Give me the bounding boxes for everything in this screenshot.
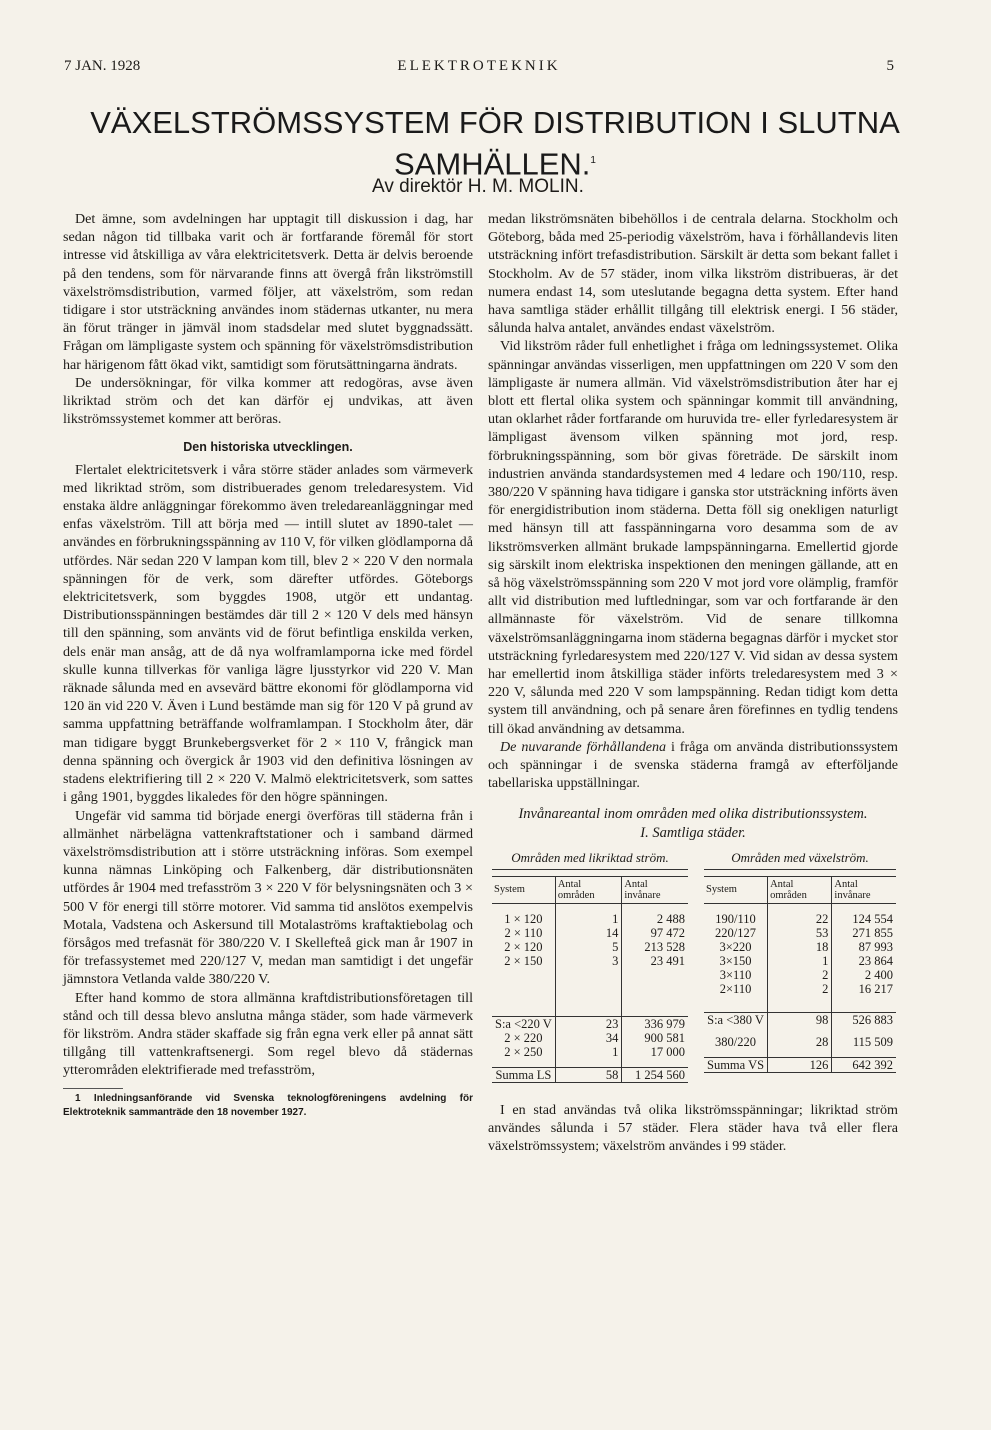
table-cell: S:a <380 V bbox=[704, 1012, 768, 1027]
table-cell: 23 491 bbox=[622, 954, 688, 968]
table-cell: 336 979 bbox=[622, 1016, 688, 1031]
table-row bbox=[704, 982, 896, 996]
table-cell: 2 × 220 bbox=[504, 1030, 543, 1045]
column-header: Antal områden bbox=[768, 876, 832, 903]
table-cell: 87 993 bbox=[832, 940, 896, 954]
table-cell: 14 bbox=[555, 926, 622, 940]
table-cell: 2 488 bbox=[622, 912, 688, 926]
footnote-rule bbox=[63, 1088, 123, 1089]
paragraph: Det ämne, som avdelningen har upptagit till diskussion i dag, har sedan någon tid tillbaka varit och är fortfarande föremål för stort intresse vid åtskilliga av våra elektricitetsverk. Detta är delvis beroende på den tendens, som för närvarande finns att övergå från likströmstill växelströmsdistribution, varmed följer, att växelström, som redan tidigare i stor utsträckning användes inom städernas utkanter, nu mera än förut tränger in jämväl inom stadsdelar med slutet byggnadssätt. Frågan om lämpligaste system och spänning för växelströmsdistribution har härigenom fått ökad vikt, samtidigt som förutsättningarna ändrats. bbox=[63, 211, 473, 373]
table-cell: 1 bbox=[555, 912, 622, 926]
ac-table-heading: Områden med växelström. bbox=[704, 849, 896, 870]
title-footnote-marker: 1 bbox=[590, 155, 596, 166]
journal-name: ELEKTROTEKNIK bbox=[397, 58, 561, 74]
dc-table-block bbox=[492, 849, 688, 1083]
paragraph: Efter hand kommo de stora allmänna kraftdistributionsföretagen till stånd och till dessa blevo anslutna många städer, som hade värmeverk för likström. Andra städer skaffade sig från egna verk eller på annat sätt tillgång till vattenkraftsenergi. Som regel blevo då städernas ytterområden elektrifierade med trefasström, bbox=[63, 989, 473, 1079]
table-row bbox=[704, 1035, 896, 1049]
table-cell: 126 bbox=[768, 1057, 832, 1072]
article-title-text: VÄXELSTRÖMSSYSTEM FÖR DISTRIBUTION I SLUTNA SAMHÄLLEN. bbox=[90, 105, 900, 182]
table-cell: 22 bbox=[768, 912, 832, 926]
table-cell: 526 883 bbox=[832, 1012, 896, 1027]
table-cell: Summa LS bbox=[492, 1067, 555, 1082]
paragraph: Flertalet elektricitetsverk i våra större städer anlades som värmeverk med likriktad ström, som distribuerades genom treledaresystem. Vid enstaka äldre anläggningar förekommo även treledareanläggningar med enfas växelström. Till att börja med — intill slutet av 1890-talet — användes en förbrukningsspänning av 110 V, för vilken glödlamporna då utfördes. När sedan 220 V lampan kom till, blev 2 × 220 V den normala spänningen för de verk, som därefter utfördes. Göteborgs elektricitetsverk, som byggdes 1908, utgör ett undantag. Distributionsspänningen bestämdes där till 2 × 120 V dels med hänsyn till den spänning, som använts vid de förut befintliga enskilda verken, dels enär man ansåg, att de då nya wolframlamporna icke med fördel skulle kunna tillverkas för vanliga lägre ljusstyrkor vid 220 V. Man räknade sålunda med en avsevärd bättre ekonomi för glödlamporna vid 120 än vid 220 V. Även i Lund bestämde man sig för 120 V på grund av samma uppfattning beträffande wolframlampan. I Stockholm åter, där man tidigare byggt Brunkebergsverket för 2 × 110 V, frångick man denna spänning och övergick år 1903 vid den definitiva lösningen av stadens elektrifiering till 2 × 220 V. Malmö elektricitetsverk, som sattes i gång 1901, byggdes likaledes för den högre spänningen. bbox=[63, 461, 473, 806]
table-cell: 1 bbox=[768, 954, 832, 968]
tables-area bbox=[488, 849, 898, 1101]
table-row bbox=[492, 1031, 688, 1045]
footnote: 1 Inledningsanförande vid Svenska teknologföreningens avdelning för Elektroteknik sammanträde den 18 november 1927. bbox=[63, 1092, 473, 1118]
table-total-row bbox=[492, 1067, 688, 1082]
table-cell: 124 554 bbox=[832, 912, 896, 926]
table-cell: 5 bbox=[555, 940, 622, 954]
table-cell: 23 bbox=[555, 1016, 622, 1031]
left-column bbox=[63, 210, 473, 1120]
table-cell: 900 581 bbox=[622, 1031, 688, 1045]
column-header: System bbox=[492, 876, 555, 903]
table-cell: 17 000 bbox=[622, 1045, 688, 1059]
paragraph: Vid likström råder full enhetlighet i fråga om ledningssystemet. Olika spänningar användas visserligen, men uppfattningen om 220 V som den lämpligaste är numera allmän. Vid växelströmsdistribution åter har ej blott ett flertal olika system och spänningar kommit till användning, utan oklarhet råder fortfarande om huruvida tre- eller fyrledaresystem är lämpligast ävensom vilken spänning mot jord, resp. förbrukningsspänning, som bör givas företräde. De särskilt inom industrien använda standardsystemen med 4 ledare och 190/110, resp. 380/220 V spänning hava tidigare i ganska stor utsträckning införts även för energidistribution inom städerna. Detta föll sig onekligen naturligt med hänsyn till att fasspänningarna voro desamma som de av likströmsverken allmänt brukade lampspänningarna. Emellertid gjorde sig särskilt inom elektriska inspektionen den meningen gällande, att en så hög växelströmsspänning som 220 V mot jord vore olämplig, framför allt vid distribution med luftledningar, som var och fortfarande är den allmännaste för växelström. Vid de senare tillkomna växelströmsanläggningarna inom städerna begagnas därför i mycket stor utsträckning fyrledaresystem med 220/127 V. Vid sidan av dessa system har emellertid inom åtskilliga städer införts treledaresystem med 3 × 220 V, sålunda med 220 V som lampspänning. Redan tidigt kom detta system till användning, och på senare åren förefinnes en tydlig tendens till ökad användning av detsamma. bbox=[488, 338, 898, 737]
table-cell: 53 bbox=[768, 926, 832, 940]
table-cell: 2 bbox=[768, 982, 832, 996]
paragraph: De undersökningar, för vilka kommer att redogöras, avse även likriktad ström och det kan därför ej undvikas, att även likströmssystemet kommer att beröras. bbox=[63, 374, 473, 428]
column-header: Antal områden bbox=[555, 876, 622, 903]
table-row bbox=[704, 954, 896, 968]
table-cell: 3×150 bbox=[719, 953, 752, 968]
table-cell: 3×220 bbox=[719, 939, 752, 954]
article-title bbox=[60, 104, 930, 183]
table-row bbox=[704, 940, 896, 954]
column-header: Antal invånare bbox=[622, 876, 688, 903]
dc-table bbox=[492, 876, 688, 1083]
table-cell: 3×110 bbox=[719, 967, 752, 982]
ac-table bbox=[704, 876, 896, 1073]
table-cell: 190/110 bbox=[715, 911, 756, 926]
table-caption: Invånareantal inom områden med olika distributionssystem. bbox=[518, 805, 868, 822]
ac-table-block bbox=[704, 849, 896, 1073]
table-cell: 2 × 110 bbox=[504, 925, 543, 940]
table-row bbox=[704, 926, 896, 940]
table-row bbox=[492, 1016, 688, 1031]
paragraph: Ungefär vid samma tid började energi överföras till städerna från i allmänhet närbelägna vattenkraftstationer och i samband därmed växelströmsdistribution att i större utsträckning införas. Som exempel kunna nämnas Linköping och Falkenberg, där distributionsnäten utfördes år 1904 med trefasström 3 × 220 V för belysningsnäten och 3 × 500 V för energi till större motorer. Vid samma tid anslötos exempelvis Motala, Vadstena och Askersund till Motalaströms kraftaktiebolag och försågos med trefasnät för 380/220 V. I Skellefteå gick man år 1907 in för trefassystemet med 220/127 V, medan man samtidigt i det ungefär jämnstora Vetlanda valde 380/220 V. bbox=[63, 807, 473, 988]
table-row bbox=[704, 912, 896, 926]
emphasis: De nuvarande förhållandena bbox=[500, 738, 667, 755]
table-row bbox=[704, 968, 896, 982]
table-cell: S:a <220 V bbox=[492, 1016, 555, 1031]
table-cell: 642 392 bbox=[832, 1057, 896, 1072]
paragraph: medan likströmsnäten bibehöllos i de centrala delarna. Stockholm och Göteborg, båda med 25-periodig växelström, hava i förhållandevis liten utsträckning infört trefasdistribution. Särskilt är detta som bekant fallet i Stockholm. Av de 57 städer, inom vilka likström distribueras, är det numera endast 14, som uteslutande begagna detta system. Efter hand hava samtliga städer erhållit tillgång till elektrisk energi. I 56 städer, sålunda halva antalet, användes endast växelström. bbox=[488, 211, 898, 337]
column-header: Antal invånare bbox=[832, 876, 896, 903]
issue-date: 7 JAN. 1928 bbox=[64, 58, 141, 74]
table-cell: 380/220 bbox=[715, 1034, 757, 1049]
table-cell: 23 864 bbox=[832, 954, 896, 968]
column-header: System bbox=[704, 876, 768, 903]
table-cell: 2 × 150 bbox=[504, 953, 543, 968]
right-column bbox=[488, 210, 898, 1155]
article-author: Av direktör H. M. MOLIN. bbox=[372, 176, 584, 197]
table-cell: 1 bbox=[555, 1045, 622, 1059]
table-row bbox=[492, 1045, 688, 1059]
table-cell: 28 bbox=[768, 1035, 832, 1049]
table-cell: 58 bbox=[555, 1067, 622, 1082]
table-cell: 97 472 bbox=[622, 926, 688, 940]
table-cell: 98 bbox=[768, 1012, 832, 1027]
table-cell: 2×110 bbox=[719, 981, 752, 996]
table-subcaption: I. Samtliga städer. bbox=[640, 824, 746, 841]
running-head bbox=[64, 58, 894, 80]
table-row bbox=[492, 940, 688, 954]
table-row bbox=[492, 954, 688, 968]
page-number: 5 bbox=[886, 58, 894, 74]
table-cell: 115 509 bbox=[832, 1035, 896, 1049]
paragraph bbox=[488, 738, 898, 793]
table-total-row bbox=[704, 1057, 896, 1072]
table-cell: Summa VS bbox=[704, 1057, 768, 1072]
table-cell: 2 × 250 bbox=[504, 1044, 543, 1059]
table-cell: 2 bbox=[768, 968, 832, 982]
table-cell: 213 528 bbox=[622, 940, 688, 954]
table-cell: 34 bbox=[555, 1031, 622, 1045]
table-cell: 1 254 560 bbox=[622, 1067, 688, 1082]
table-cell: 2 × 120 bbox=[504, 939, 543, 954]
table-row bbox=[492, 926, 688, 940]
paragraph-text: i fråga om använda distributionssystem och spänningar i de svenska städerna framgå av efterföljande tabellariska uppställningar. bbox=[488, 738, 898, 792]
table-cell: 2 400 bbox=[832, 968, 896, 982]
table-row bbox=[492, 912, 688, 926]
dc-table-heading: Områden med likriktad ström. bbox=[492, 849, 688, 870]
table-cell: 16 217 bbox=[832, 982, 896, 996]
table-cell: 18 bbox=[768, 940, 832, 954]
table-cell: 271 855 bbox=[832, 926, 896, 940]
section-heading: Den historiska utvecklingen. bbox=[183, 440, 353, 455]
table-cell: 220/127 bbox=[715, 925, 757, 940]
table-cell: 3 bbox=[555, 954, 622, 968]
table-cell: 1 × 120 bbox=[504, 911, 543, 926]
table-row bbox=[704, 1012, 896, 1027]
paragraph: I en stad användas två olika likströmsspänningar; likriktad ström användes sålunda i 57 städer. Flera städer hava två eller flera växelströmssystem; växelström användes i 99 städer. bbox=[488, 1101, 898, 1154]
